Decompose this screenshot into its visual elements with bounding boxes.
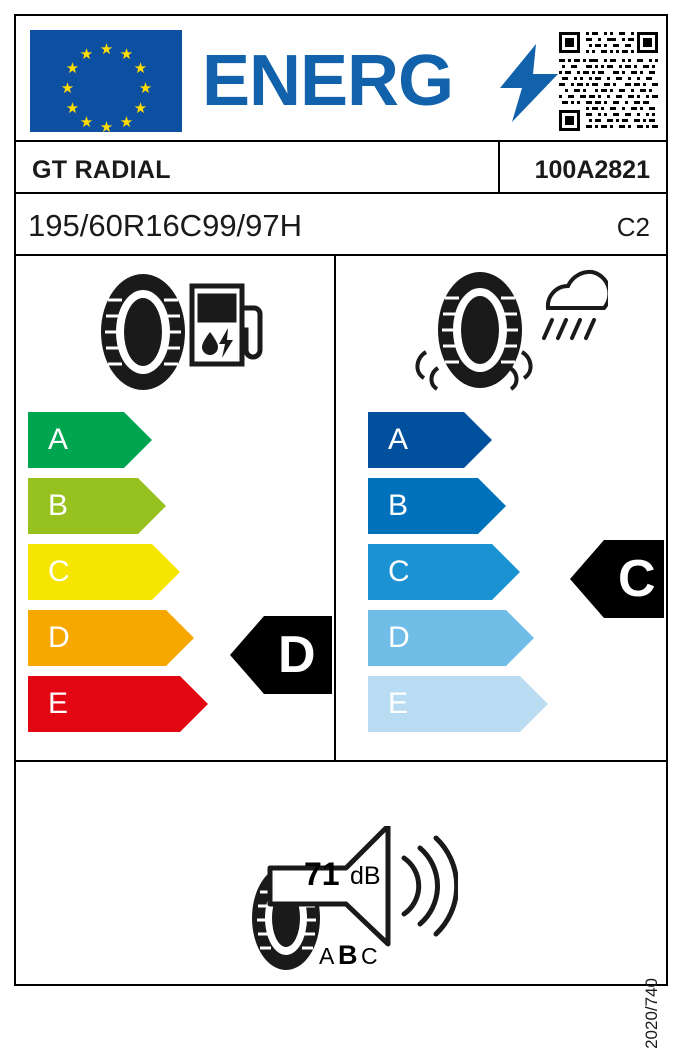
rain-cloud-icon [544,272,608,338]
grade-arrow-fuel-d [166,610,194,666]
grade-letter: E [48,687,69,720]
wet-grip-pictogram [408,268,608,400]
noise-unit: dB [350,862,381,890]
grade-row-fuel-b [28,478,318,534]
grade-bar-wet-d [368,610,506,666]
grade-arrow-fuel-a [124,412,152,468]
grade-row-wet-b [368,478,658,534]
grade-bar-fuel-c [28,544,152,600]
eu-flag-icon: ★ ★ ★ ★ ★ ★ ★ ★ ★ ★ ★ ★ [30,30,182,132]
noise-section [16,780,666,986]
grade-letter: A [388,423,409,456]
divider-center-vertical [334,256,336,760]
type-code: 100A2821 [534,156,650,184]
grade-arrow-fuel-b [138,478,166,534]
grade-bar-fuel-d [28,610,166,666]
grade-bar-wet-c [368,544,492,600]
grade-letter: A [48,423,69,456]
grade-letter: B [48,489,69,522]
grade-bar-wet-a [368,412,464,468]
grade-letter: D [48,621,70,654]
page-title: ENERG [202,41,454,121]
fuel-result-letter: D [278,626,316,684]
grade-bar-wet-b [368,478,478,534]
badge-arrow [570,540,604,618]
manufacturer-name: GT RADIAL [32,156,171,184]
divider-noise [16,760,666,762]
noise-class-b: B [338,940,358,970]
grade-arrow-wet-a [464,412,492,468]
tyre-class: C2 [616,212,650,242]
badge-arrow [230,616,264,694]
grade-arrow-fuel-e [180,676,208,732]
grade-letter: C [48,555,70,588]
grade-letter: C [388,555,410,588]
label-header [16,16,666,140]
grade-letter: E [388,687,409,720]
grade-row-wet-a [368,412,658,468]
qr-code-icon [559,32,658,131]
grade-bar-fuel-b [28,478,138,534]
grade-arrow-wet-e [520,676,548,732]
divider-header [16,140,666,142]
tyre-size: 195/60R16C99/97H [28,208,303,243]
divider-brand-vertical [498,140,500,192]
grade-row-fuel-a [28,412,318,468]
grade-bar-fuel-a [28,412,124,468]
grade-row-fuel-c [28,544,318,600]
lightning-bolt-icon [500,44,558,122]
grade-row-wet-d [368,610,658,666]
grade-row-wet-e [368,676,658,732]
grade-arrow-wet-c [492,544,520,600]
fuel-efficiency-pictogram [88,268,264,396]
grade-arrow-wet-d [506,610,534,666]
grade-bar-fuel-e [28,676,180,732]
wet-grip-result-badge [604,540,664,618]
grade-arrow-fuel-c [152,544,180,600]
grade-letter: D [388,621,410,654]
noise-class-a: A [319,943,335,969]
regulation-year: 2020/740 [642,978,661,1049]
wet-grip-result-letter: C [618,550,656,608]
divider-brand [16,192,666,194]
grade-bar-wet-e [368,676,520,732]
divider-size [16,254,666,256]
fuel-result-badge [264,616,332,694]
grade-letter: B [388,489,409,522]
grade-arrow-wet-b [478,478,506,534]
noise-class-c: C [361,943,378,969]
tyre-splash-icon [417,272,530,389]
tyre-icon [101,274,185,390]
noise-value: 71 [304,856,340,892]
fuel-pump-icon [192,286,260,364]
